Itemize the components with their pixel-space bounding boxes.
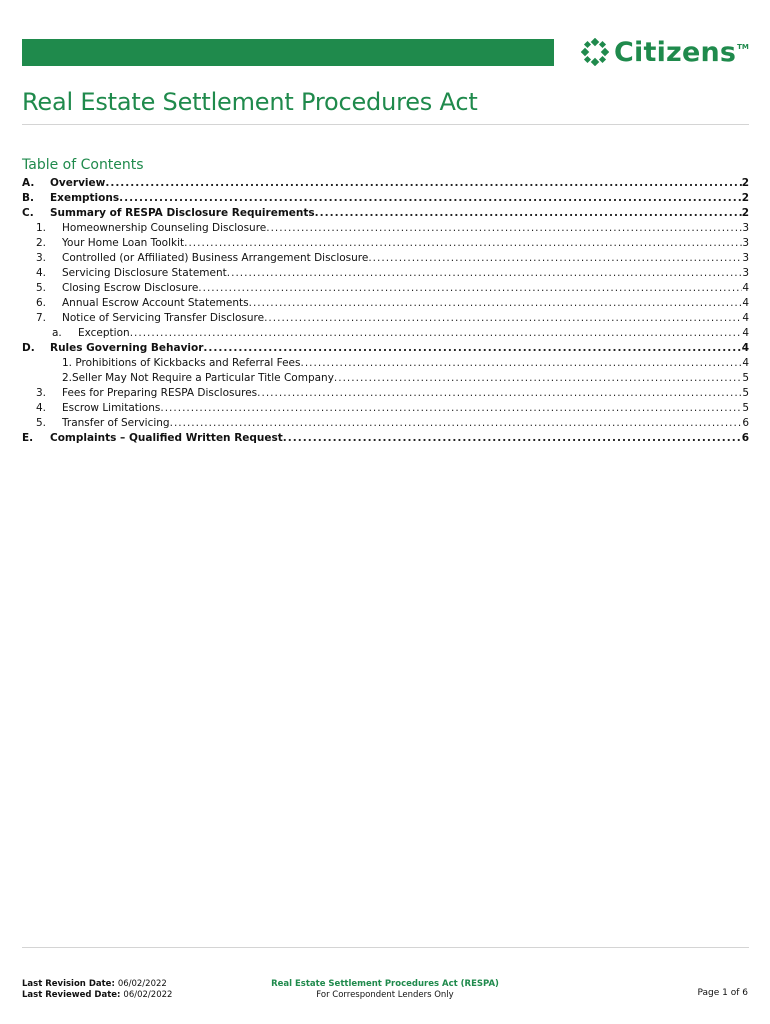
page-number: Page 1 of 6 — [697, 988, 748, 998]
footer-divider — [22, 947, 749, 948]
toc-leader-dots — [184, 236, 742, 251]
toc-entry-number: B. — [22, 192, 34, 204]
toc-entry-page: 2 — [741, 177, 749, 189]
toc-entry-page: 3 — [742, 267, 749, 279]
toc-entry-number: 6. — [36, 297, 47, 309]
toc-leader-dots — [170, 416, 743, 431]
toc-entry-label: Notice of Servicing Transfer Disclosure — [62, 312, 265, 324]
toc-entry-number: a. — [52, 327, 62, 339]
toc-leader-dots — [334, 371, 742, 386]
toc-entry-page: 6 — [741, 432, 749, 444]
toc-leader-dots — [203, 341, 741, 356]
revision-date-value: 06/02/2022 — [117, 979, 167, 989]
toc-entry[interactable] — [22, 176, 749, 191]
toc-entry[interactable] — [22, 221, 749, 236]
toc-entry-label: Controlled (or Affiliated) Business Arrangement Disclosure — [62, 252, 369, 264]
toc-entry-number: C. — [22, 207, 34, 219]
toc-entry-label: 2.Seller May Not Require a Particular Title Company — [62, 372, 334, 384]
toc-leader-dots — [264, 311, 742, 326]
toc-entry[interactable] — [22, 341, 749, 356]
footer-document-info — [240, 979, 530, 1001]
toc-entry-label: Annual Escrow Account Statements — [62, 297, 249, 309]
citizens-logo-icon — [581, 38, 609, 66]
citizens-logo — [581, 35, 749, 69]
footer-document-title: Real Estate Settlement Procedures Act (RESPA) — [271, 979, 499, 989]
toc-entry-number: 7. — [36, 312, 47, 324]
toc-entry-label: Exception — [78, 327, 130, 339]
toc-entry[interactable] — [22, 416, 749, 431]
toc-entry[interactable] — [22, 401, 749, 416]
toc-entry-label: Rules Governing Behavior — [50, 342, 204, 354]
toc-entry[interactable] — [22, 311, 749, 326]
toc-entry-page: 5 — [742, 387, 749, 399]
toc-leader-dots — [257, 386, 742, 401]
toc-entry-page: 3 — [742, 222, 749, 234]
toc-entry-page: 4 — [742, 357, 749, 369]
toc-entry[interactable] — [22, 206, 749, 221]
toc-entry-number: A. — [22, 177, 35, 189]
toc-entry-label: Exemptions — [50, 192, 120, 204]
toc-entry-number: 4. — [36, 402, 47, 414]
toc-entry-number: E. — [22, 432, 34, 444]
toc-entry-page: 6 — [742, 417, 749, 429]
toc-leader-dots — [283, 431, 742, 446]
toc-leader-dots — [160, 401, 742, 416]
toc-entry-page: 2 — [741, 192, 749, 204]
toc-entry[interactable] — [22, 191, 749, 206]
toc-leader-dots — [227, 266, 743, 281]
toc-entry[interactable] — [22, 386, 749, 401]
toc-entry-label: Overview — [50, 177, 106, 189]
reviewed-date-label: Last Reviewed Date: — [22, 990, 121, 1000]
footer-dates — [22, 979, 172, 1001]
toc-leader-dots — [266, 221, 742, 236]
toc-entry-label: Summary of RESPA Disclosure Requirements — [50, 207, 315, 219]
toc-entry-page: 5 — [742, 402, 749, 414]
toc-entry-page: 4 — [741, 342, 749, 354]
toc-entry[interactable] — [22, 326, 749, 341]
document-title: Real Estate Settlement Procedures Act — [22, 88, 478, 116]
toc-entry-page: 4 — [742, 297, 749, 309]
toc-entry-label: Transfer of Servicing — [62, 417, 170, 429]
toc-entry[interactable] — [22, 281, 749, 296]
toc-leader-dots — [368, 251, 742, 266]
toc-leader-dots — [130, 326, 743, 341]
toc-entry[interactable] — [22, 296, 749, 311]
toc-leader-dots — [105, 176, 741, 191]
toc-entry-label: Complaints – Qualified Written Request — [50, 432, 283, 444]
toc-entry-page: 4 — [742, 312, 749, 324]
toc-entry-page: 3 — [742, 237, 749, 249]
revision-date-label: Last Revision Date: — [22, 979, 115, 989]
toc-entry-page: 4 — [742, 327, 749, 339]
toc-entry-label: Fees for Preparing RESPA Disclosures — [62, 387, 258, 399]
header-bar — [22, 39, 554, 66]
toc-leader-dots — [315, 206, 742, 221]
toc-entry-number: 2. — [36, 237, 47, 249]
toc-entry-label: Servicing Disclosure Statement — [62, 267, 227, 279]
title-divider — [22, 124, 749, 125]
toc-entry-number: D. — [22, 342, 35, 354]
toc-entry[interactable] — [22, 431, 749, 446]
toc-entry-page: 3 — [742, 252, 749, 264]
toc-entry-label: Closing Escrow Disclosure — [62, 282, 199, 294]
toc-entry-number: 5. — [36, 417, 47, 429]
toc-entry[interactable] — [22, 371, 749, 386]
toc-entry-page: 2 — [741, 207, 749, 219]
toc-entry[interactable] — [22, 356, 749, 371]
footer-audience: For Correspondent Lenders Only — [316, 990, 454, 1000]
toc-entry-number: 3. — [36, 252, 47, 264]
toc-entry-label: Homeownership Counseling Disclosure — [62, 222, 267, 234]
toc-entry-page: 5 — [742, 372, 749, 384]
table-of-contents — [22, 176, 749, 446]
toc-entry-number: 5. — [36, 282, 47, 294]
toc-entry-label: 1. Prohibitions of Kickbacks and Referral Fees — [62, 357, 301, 369]
toc-entry-number: 4. — [36, 267, 47, 279]
toc-entry[interactable] — [22, 236, 749, 251]
toc-entry-number: 1. — [36, 222, 47, 234]
trademark: TM — [737, 43, 749, 51]
toc-heading: Table of Contents — [22, 157, 144, 173]
brand-name: Citizens — [614, 36, 737, 68]
toc-leader-dots — [198, 281, 742, 296]
toc-entry[interactable] — [22, 251, 749, 266]
toc-entry-number: 3. — [36, 387, 47, 399]
toc-entry-label: Escrow Limitations — [62, 402, 161, 414]
toc-leader-dots — [301, 356, 743, 371]
toc-leader-dots — [249, 296, 743, 311]
toc-entry[interactable] — [22, 266, 749, 281]
toc-entry-page: 4 — [742, 282, 749, 294]
toc-entry-label: Your Home Loan Toolkit — [62, 237, 185, 249]
reviewed-date-value: 06/02/2022 — [123, 990, 173, 1000]
toc-leader-dots — [119, 191, 742, 206]
